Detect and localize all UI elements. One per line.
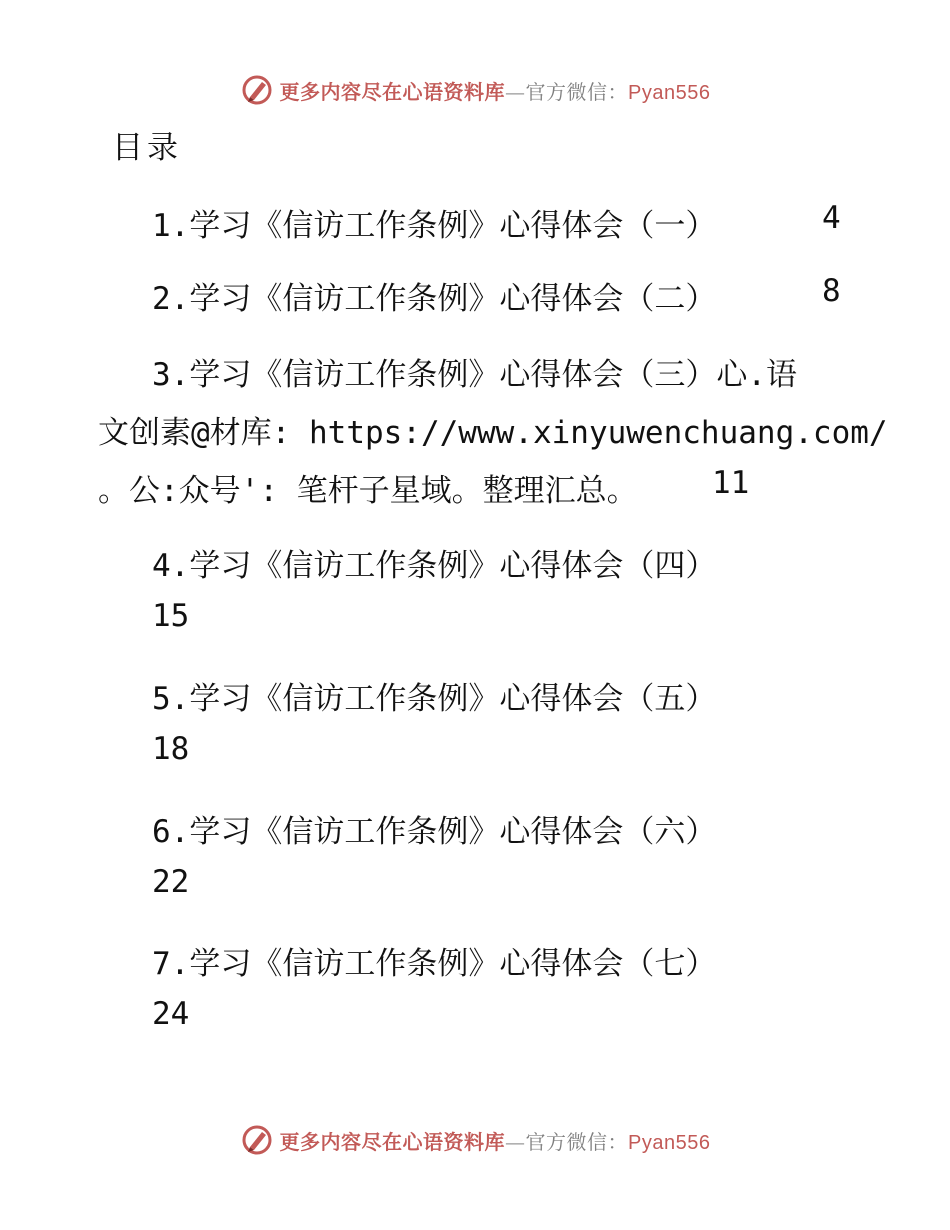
toc-item-3-label-line3[interactable]: 。公:众号': 笔杆子星域。整理汇总。 [98, 473, 638, 509]
toc-item-2-page: 8 [822, 273, 841, 309]
toc-item-3-page: 11 [712, 465, 750, 501]
watermark-dash: — [505, 79, 526, 104]
toc-item-3-label-line2[interactable]: 文创素@材库: https://www.xinyuwenchuang.com/ [98, 415, 888, 451]
watermark-official-label: 官方微信： [525, 79, 629, 104]
toc-item-4-label[interactable]: 4.学习《信访工作条例》心得体会（四） [152, 548, 717, 584]
toc-item-1-label[interactable]: 1.学习《信访工作条例》心得体会（一） [152, 208, 717, 244]
pen-logo-icon [240, 73, 274, 107]
watermark-wechat-id: Pyan556 [628, 81, 711, 104]
toc-title: 目录 [112, 130, 182, 166]
toc-item-1-page: 4 [822, 200, 841, 236]
toc-item-2-label[interactable]: 2.学习《信访工作条例》心得体会（二） [152, 281, 717, 317]
watermark-official-label: 官方微信： [525, 1129, 629, 1154]
header-watermark-banner [0, 70, 950, 110]
watermark-wechat-id: Pyan556 [628, 1131, 711, 1154]
toc-item-7-label[interactable]: 7.学习《信访工作条例》心得体会（七） [152, 946, 717, 982]
pen-logo-icon [240, 1123, 274, 1157]
watermark-main: 更多内容尽在心语资料库 [279, 1129, 506, 1154]
footer-watermark-banner [0, 1120, 950, 1160]
toc-item-6-label[interactable]: 6.学习《信访工作条例》心得体会（六） [152, 814, 717, 850]
toc-item-7-page: 24 [152, 996, 190, 1032]
watermark-dash: — [505, 1129, 526, 1154]
watermark-text [280, 1126, 711, 1155]
toc-item-4-page: 15 [152, 598, 190, 634]
watermark-main: 更多内容尽在心语资料库 [279, 79, 506, 104]
watermark-text [280, 76, 711, 105]
toc-item-5-page: 18 [152, 731, 190, 767]
toc-item-6-page: 22 [152, 864, 190, 900]
toc-item-5-label[interactable]: 5.学习《信访工作条例》心得体会（五） [152, 681, 717, 717]
toc-item-3-label-line1[interactable]: 3.学习《信访工作条例》心得体会（三）心.语 [152, 357, 797, 393]
